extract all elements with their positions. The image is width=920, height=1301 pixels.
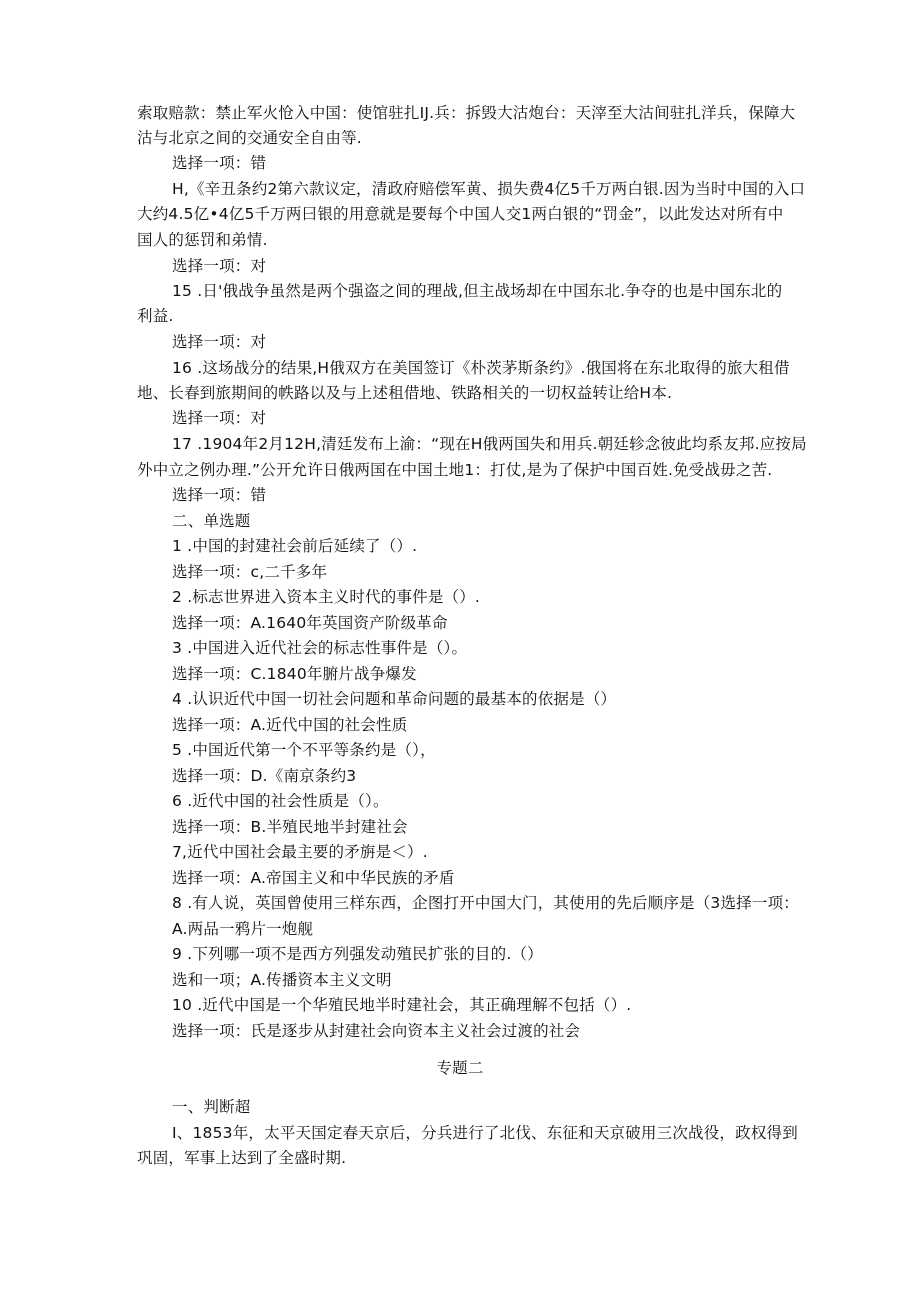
answer-line: 选择一项：A.帝国主义和中华民族的矛盾 [172, 869, 455, 887]
answer-line: 选择一项：D.《南京条约3 [172, 767, 357, 785]
question-line: 7,近代中国社会最主要的矛旃是＜）. [172, 843, 428, 861]
section-title: 专题二 [436, 1059, 484, 1077]
text-line: 利益. [137, 307, 174, 325]
question-line: 5 .中国近代第一个不平等条约是（）， [172, 741, 436, 759]
question-line: 10 .近代中国是一个华殖民地半时建社会，其正确理解不包括（）. [172, 996, 632, 1014]
answer-line: 选择一项：氏是逐步从封建社会向资本主义社会过渡的社会 [172, 1022, 581, 1040]
answer-line: 选择一项：c,二千多年 [172, 563, 328, 581]
text-line: 大约4.5亿•4亿5千万两曰银的用意就是要每个中国人交1两白银的“罚金”，以此发达对所有中 [137, 205, 784, 223]
question-line: I、1853年，太平天国定春天京后，分兵进行了北伐、东征和天京破用三次战役，政权得到 [172, 1124, 798, 1142]
question-line: 9 .下列哪一项不是西方列强发动殖民扩张的目的.（） [172, 945, 543, 963]
text-line: 沽与北京之间的交通安全自由等. [137, 129, 362, 147]
answer-line: 选择一项：A.近代中国的社会性质 [172, 716, 408, 734]
answer-line: 选择一项：对 [172, 333, 267, 351]
text-line: 地、长春到旅期间的帙路以及与上述租借地、铁路相关的一切权益转让给H本. [137, 384, 673, 402]
question-line: 2 .标志世界进入资本主义时代的事件是（）. [172, 588, 481, 606]
answer-line: 选和一项；A.传播资本主义文明 [172, 971, 392, 989]
question-line: 1 .中国的封建社会前后延续了（）. [172, 537, 418, 555]
answer-line: 选择一项：C.1840年腑片战争爆发 [172, 665, 417, 683]
text-line: 索取赔款：禁止军火怆入中国：使馆驻扎IJ.兵：拆毁大沽炮台：天滓至大沽间驻扎洋兵，保障大 [137, 104, 796, 122]
answer-line: 选择一项：对 [172, 257, 267, 275]
question-line: 17 .1904年2月12H,清廷发布上渝：“现在H俄两国失和用兵.朝廷轸念彼此均系友邦.应按局 [172, 435, 807, 453]
answer-line: 选择一项：错 [172, 154, 267, 172]
section-heading: 一、判断超 [172, 1098, 251, 1116]
question-line: 4 .认识近代中国一切社会问题和革命问题的最基本的依据是（） [172, 690, 617, 708]
text-line: 外中立之例办理.”公开允许日俄两国在中国土地1：打仗,是为了保护中国百姓.免受战毋之苦. [137, 461, 773, 479]
question-line: 6 .近代中国的社会性质是（）。 [172, 792, 389, 810]
answer-line: 选择一项：错 [172, 486, 267, 504]
question-line: 3 .中国进入近代社会的标志性事件是（）。 [172, 639, 468, 657]
answer-line: 选择一项：对 [172, 409, 267, 427]
question-line: 8 .有人说，英国曾使用三样东西，企图打开中国大门，其使用的先后顺序是（3选择一项： [172, 894, 799, 912]
answer-line: 选择一项：A.1640年英国资产阶级革命 [172, 614, 448, 632]
question-line: 16 .这场战分的结果,H俄双方在美国签订《朴茨茅斯条约》.俄国将在东北取得的旅大租借 [172, 359, 790, 377]
text-line: 巩固，军事上达到了全盛时期. [137, 1149, 347, 1167]
answer-line: A.两品一鸦片一炮舰 [172, 920, 314, 938]
text-line: H,《辛丑条约2第六款议定，清政府赔偿军黄、损失费4亿5千万两白银.因为当时中国的入口 [172, 180, 806, 198]
question-line: 15 .日'俄战争虽然是两个强盗之间的理战,但主战场却在中国东北.争夺的也是中国东北的 [172, 282, 783, 300]
answer-line: 选择一项：B.半殖民地半封建社会 [172, 818, 408, 836]
section-heading: 二、单选题 [172, 512, 251, 530]
text-line: 国人的惩罚和弟情. [137, 231, 268, 249]
